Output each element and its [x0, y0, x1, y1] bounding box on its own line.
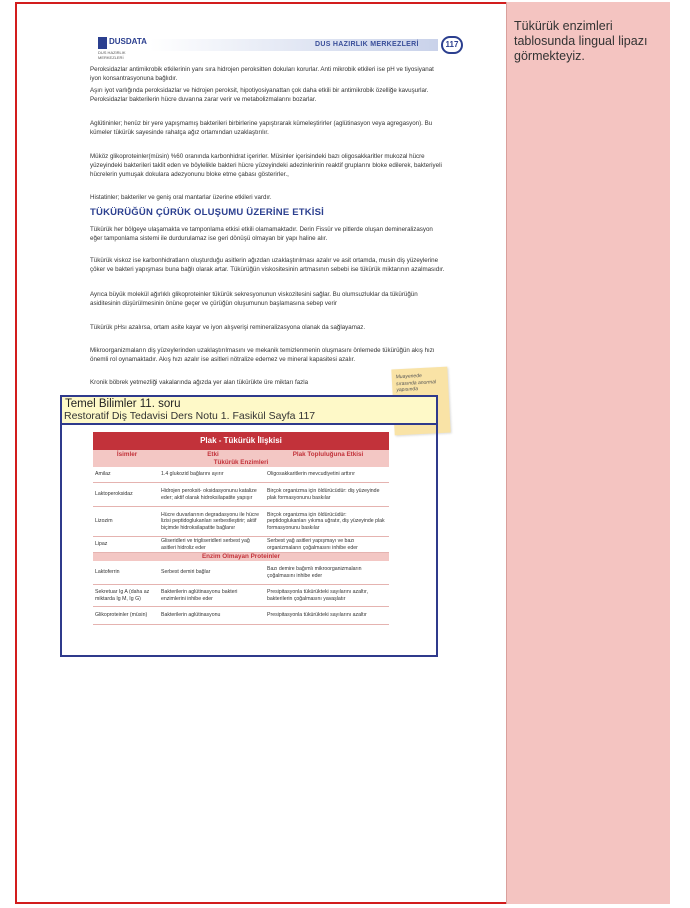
header-cell: Etki: [207, 451, 219, 458]
table-row: [93, 483, 389, 507]
cell-plaque: Birçok organizma için öldürücüdür: peptidoglukanları yıkıma uğratır, diş yüzeyinde plak formasyonunu baskılar: [267, 512, 385, 531]
cell-plaque: Presipitasyonla tükürükteki sayılarını azaltır: [267, 612, 367, 619]
paragraph-viskoz: Tükürük viskoz ise karbonhidratların oluşturduğu asitlerin ağızdan uzaklaştırılması azalır ve asit ortamda, musin diş yüzeylerine çöker ve bakteri yapışması buna bağlı olarak artar. Tükürüğün viskositesinin artmasının sebebi ise tükürük miktarının azalmasıdır.: [90, 257, 445, 274]
paragraph-akis-hizi: Mikroorganizmaların diş yüzeylerinden uzaklaştırılmasını ve mekanik temizlenmenin oluşmasını önlemede tükürüğün akış hızı önemli rol oynamaktadır. Akış hızı azalır ise asitleri nötralize edemez ve mineral kapasitesi azalır.: [90, 347, 435, 364]
table-header: [93, 450, 389, 459]
plaque-saliva-table: [93, 432, 389, 625]
paragraph-histatinler: Histatinler; bakteriler ve geniş oral mantarlar üzerine etkileri vardır.: [90, 194, 272, 201]
cell-plaque: Serbest yağ asitleri yapışmayı ve bazı organizmaların çoğalmasını inhibe eder: [267, 538, 358, 551]
cell-name: Lipaz: [95, 541, 108, 548]
cell-effect: Serbest demiri bağlar: [161, 569, 211, 576]
cell-name: Amilaz: [95, 471, 111, 478]
cell-effect: Bakterilerin aglütinasyonu bakteri enzimlerini inhibe eder: [161, 589, 238, 602]
callout-subtitle: Restoratif Diş Tedavisi Ders Notu 1. Fasikül Sayfa 117: [64, 410, 316, 422]
table-row: [93, 467, 389, 483]
cell-effect: Bakterilerin aglütinasyonu: [161, 612, 221, 619]
cell-effect: Gliseridleri ve trigliseridleri serbest yağ asitleri hidroliz eder: [161, 538, 250, 551]
header-cell: Plak Topluluğuna Etkisi: [292, 451, 364, 458]
table-title: Plak - Tükürük İlişkisi: [93, 432, 389, 450]
table-row: [93, 607, 389, 625]
cell-name: Laktoferrin: [95, 569, 120, 576]
cell-plaque: Bazı demire bağımlı mikroorganizmaların çoğalmasını inhibe eder: [267, 566, 362, 579]
table-section-proteins: Enzim Olmayan Proteinler: [93, 553, 389, 561]
table-section-enzymes: Tükürük Enzimleri: [93, 459, 389, 467]
table-row: [93, 507, 389, 537]
cell-plaque: Birçok organizma için öldürücüdür: diş yüzeyinde plak formasyonunu baskılar: [267, 488, 380, 501]
paragraph-ph: Tükürük pHsı azalırsa, ortam asite kayar ve iyon alışverişi remineralizasyona olanak da sağlayamaz.: [90, 324, 366, 331]
table-row: [93, 561, 389, 585]
cell-effect: Hücre duvarlarının degradasyonu ile hücre lizisi peptidoglukanları serbestleştirir; aktif biçimde hidroksilapatite bağlanır: [161, 512, 260, 531]
annotation-sidebar: [506, 2, 670, 904]
paragraph-peroksidazlar: Peroksidazlar antimikrobik etkilerinin yanı sıra hidrojen peroksitten dokuları korurlar. Anti mikrobik etkileri ise pH ve tiyosiyanat iyon konsantrasyonuna bağlıdır.: [90, 66, 434, 83]
header-cell: İsimler: [116, 451, 138, 458]
paragraph-bobrek: Kronik böbrek yetmezliği vakalarında ağızda yer alan tükürükte üre miktarı fazla: [90, 379, 309, 386]
paragraph-musin: Müköz glikoproteinler(müsin) %60 oranında karbonhidrat içerirler. Müsinler içerisindeki bazı oligosakkaritler mukozal hücre yüzeyindeki bakterileri taklit eden ve böylelikle bakteri hücre yüzeyindeki adezinlerinin reaktif gruplarını bloke edilerek, bakteriyeli hücrelerin yumuşak dokulara adezyonunu bloke etme çabası gösterirler.,: [90, 153, 442, 179]
table-row: [93, 537, 389, 553]
logo-subtext: DUS HAZIRLIK MERKEZLERİ: [98, 50, 126, 60]
header-title: DUS HAZIRLIK MERKEZLERİ: [315, 41, 419, 48]
cell-plaque: Presipitasyonla tükürükteki sayılarını azaltır, bakterilerin çoğalmasını yavaşlatır: [267, 589, 368, 602]
section-title: TÜKÜRÜĞÜN ÇÜRÜK OLUŞUMU ÜZERİNE ETKİSİ: [90, 207, 325, 218]
cell-name: Laktoperoksidaz: [95, 491, 133, 498]
cell-plaque: Oligosakkaritlerin mevcudiyetini arttırır: [267, 471, 355, 478]
logo-text: DUSDATA: [109, 37, 147, 46]
callout-title: Temel Bilimler 11. soru: [65, 398, 181, 410]
page-number: 117: [441, 36, 463, 54]
logo-mark-icon: [98, 37, 107, 49]
cell-name: Glikoproteinler (müsin): [95, 612, 148, 619]
logo: [98, 37, 147, 60]
table-row: [93, 585, 389, 607]
margin-note-text: Muayenede sırasında anormal yapısında: [395, 372, 437, 394]
paragraph-glikoproteinler: Ayrıca büyük molekül ağırlıklı glikoproteinler tükürük sekresyonunun viskozitesini sağlar. Bu olumsuzluklar da tükürüğün asiditesinin düşürülmesinin önüne geçer ve çürüğün oluşumunun başlamasına sebep verir: [90, 291, 418, 308]
cell-effect: Hidrojen peroksit- oksidasyonunu katalize eder; aktif olarak hidroksilapatite yapışır: [161, 488, 257, 501]
paragraph-tamponlama: Tükürük her bölgeye ulaşamakta ve tamponlama etkisi etkili olamamaktadır. Derin Fissür ve pitlerde oluşan demineralizasyon eğer tamponlama sistemi ile durdurulamaz ise geri dönüşü olmayan bir yapı haline alır.: [90, 226, 433, 243]
paragraph-iyot: Aşırı iyot varlığında peroksidazlar ve hidrojen peroksit, hipotiyosiyanattan çok daha etkili bir antimikrobik özelliğe kavuşurlar. Peroksidazlar bakterilerin hücre duvarına zarar verir ve metabolizmalarını bozarlar.: [90, 87, 429, 104]
sidebar-note: Tükürük enzimleri tablosunda lingual lipazı görmekteyiz.: [514, 19, 648, 63]
paragraph-aglutininler: Aglütininler; henüz bir yere yapışmamış bakterileri birbirlerine yapıştırarak kümeleştirirler (aglütinasyon veya agregasyon). Bu kümeler tükürük sayesinde rahatça ağız ortamından uzaklaştırılır.: [90, 120, 433, 137]
cell-name: Sekretuar Ig A (daha az miktarda Ig M, Ig G): [95, 589, 150, 602]
cell-name: Lizozim: [95, 518, 113, 525]
cell-effect: 1.4 glukozid bağlarını ayırır: [161, 471, 224, 478]
